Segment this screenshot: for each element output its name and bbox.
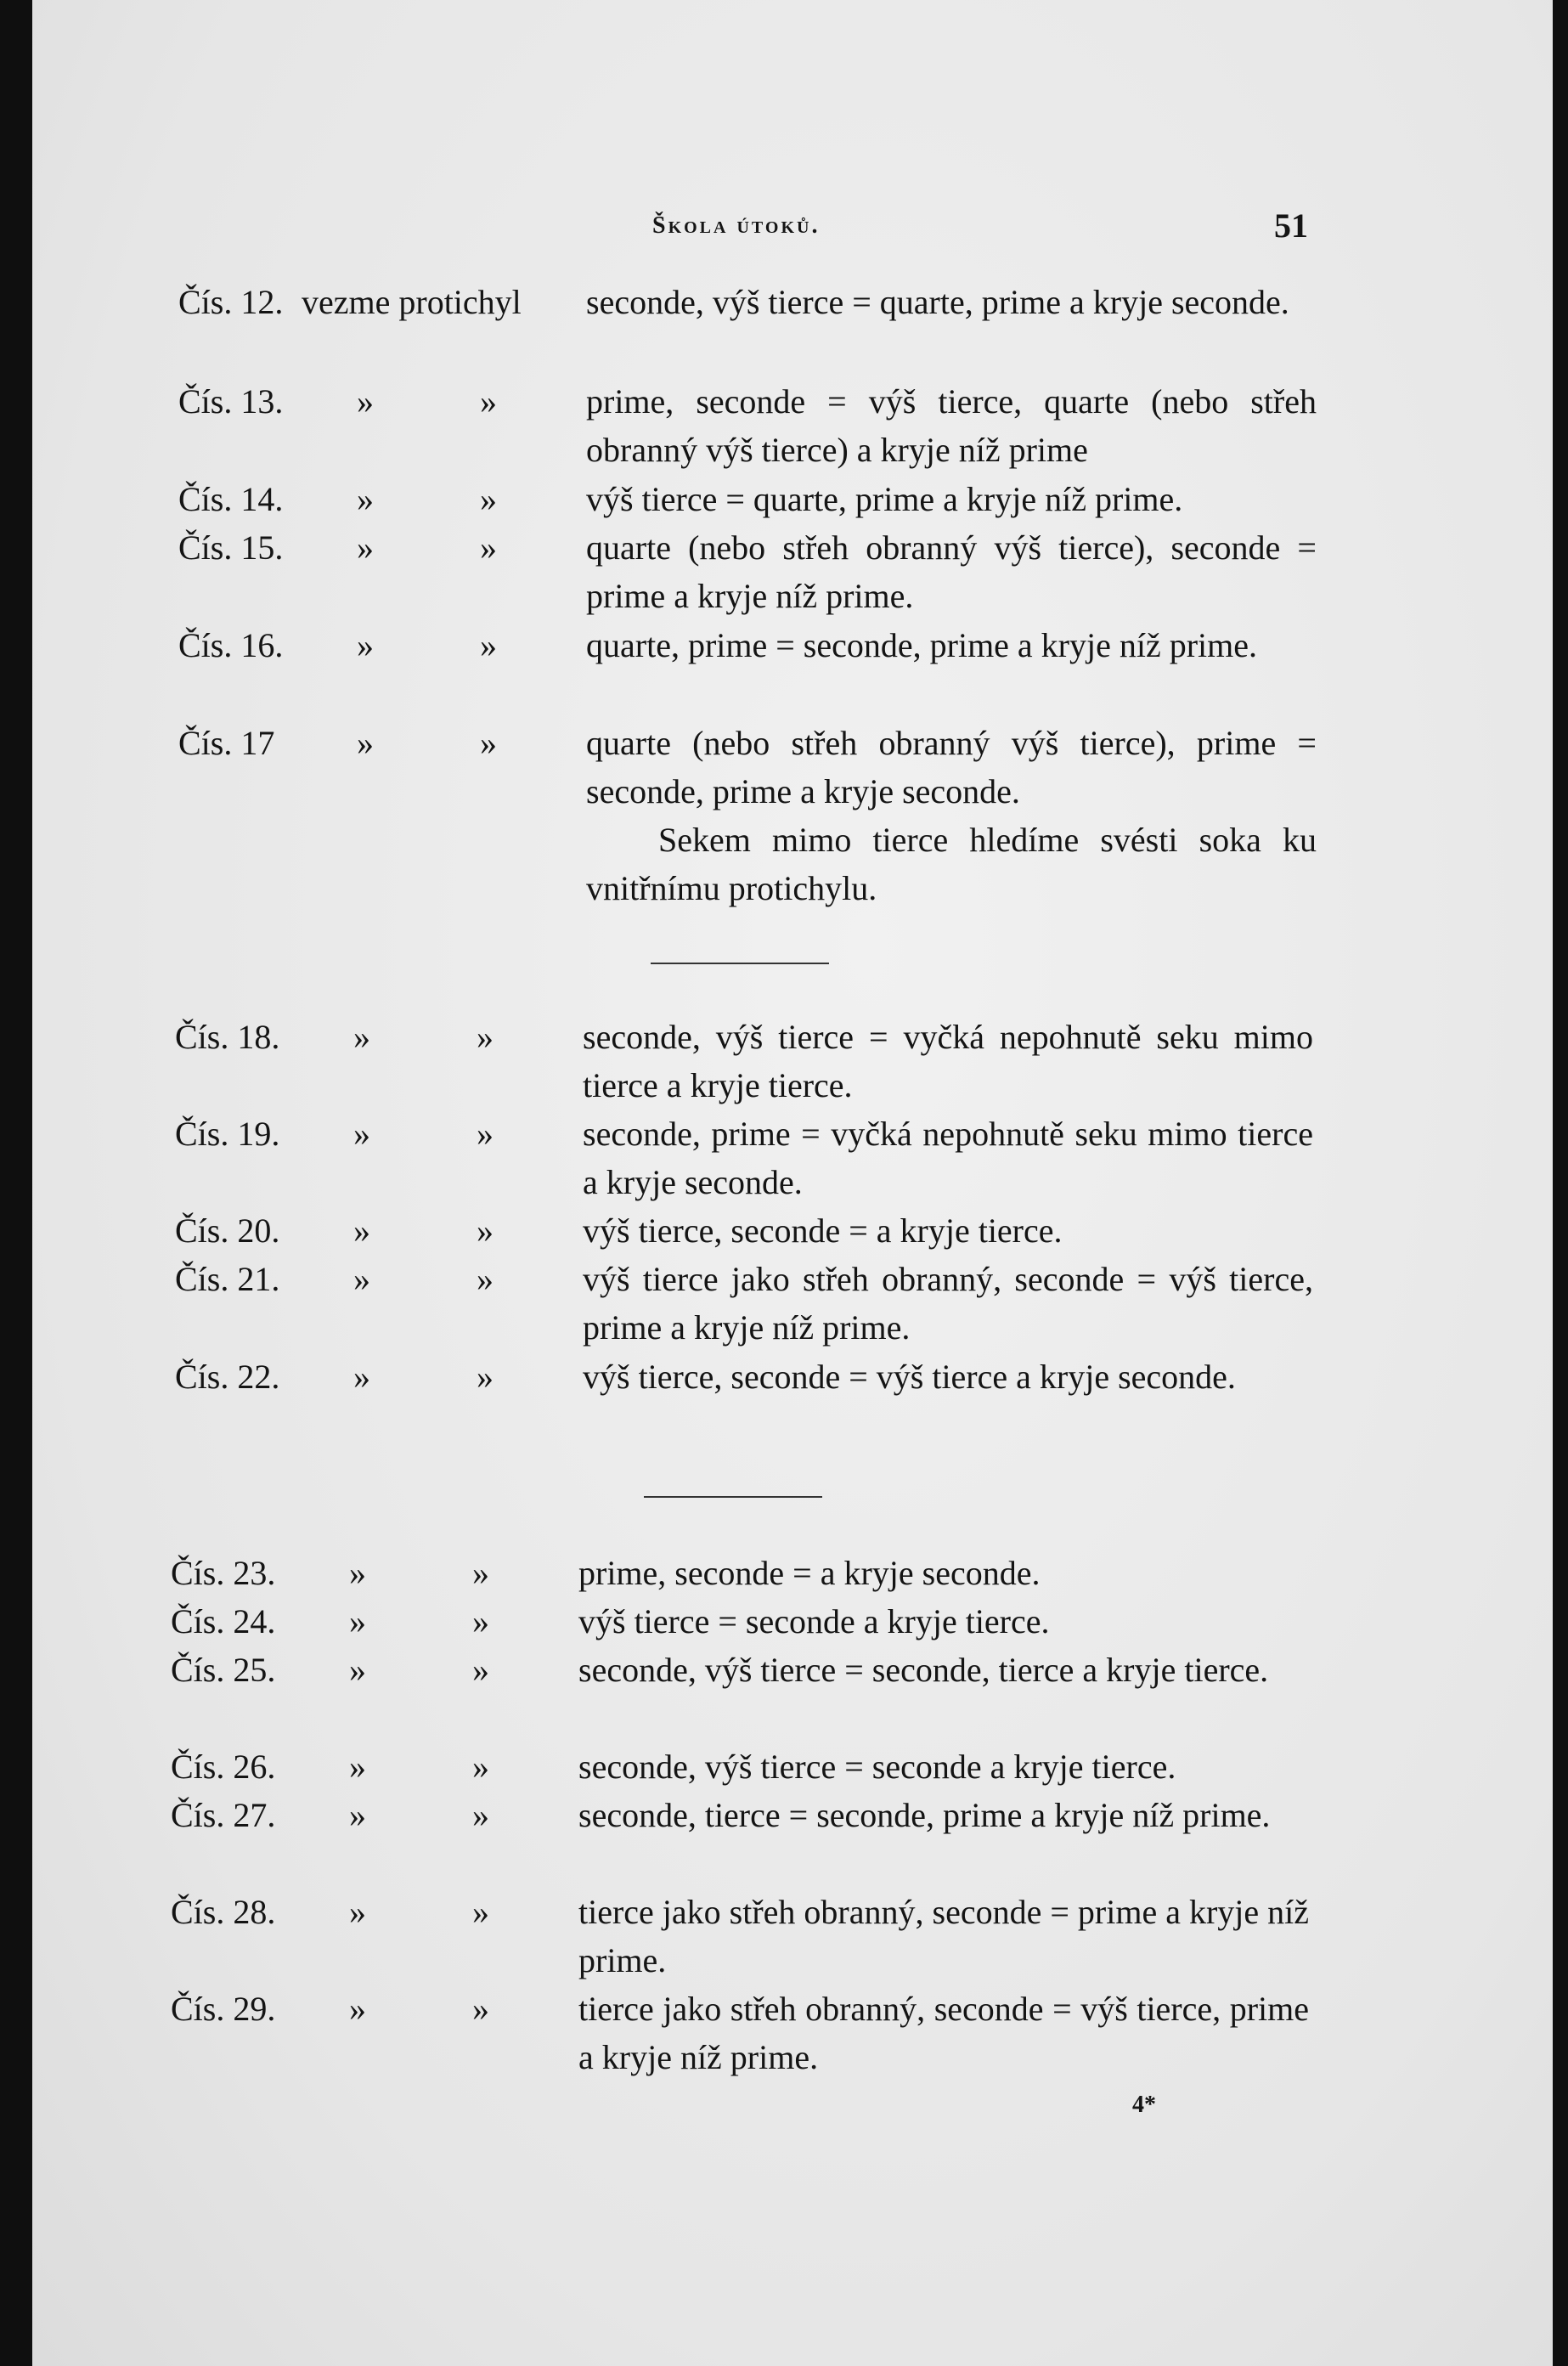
entry-20 [175, 1206, 1364, 1255]
ditto-mark: » [353, 1358, 370, 1396]
entry-text: seconde, výš tierce = seconde, tierce a kryje tierce. [578, 1651, 1269, 1689]
entry-19 [175, 1110, 1364, 1206]
entry-text: seconde, výš tierce = quarte, prime a kryje seconde. [586, 283, 1289, 321]
scan-edge-left [0, 0, 32, 2366]
entry-16 [178, 621, 1368, 718]
ditto-mark: » [353, 1211, 370, 1250]
entry-text: quarte, prime = seconde, prime a kryje níž prime. [586, 626, 1258, 664]
ditto-mark: » [357, 724, 374, 762]
entry-21 [175, 1255, 1364, 1352]
ditto-mark: » [353, 1115, 370, 1153]
entry-13 [178, 377, 1368, 474]
entry-15 [178, 523, 1368, 620]
entry-number: Čís. 20. [175, 1211, 280, 1250]
signature-mark: 4* [1132, 2092, 1156, 2118]
entry-number: Čís. 24. [171, 1602, 276, 1640]
entry-number: Čís. 15. [178, 528, 284, 567]
entry-number: Čís. 29. [171, 1990, 276, 2028]
entry-number: Čís. 12. [178, 283, 284, 321]
entry-number: Čís. 17 [178, 724, 275, 762]
ditto-mark: » [477, 1358, 494, 1396]
ditto-mark: » [480, 528, 497, 567]
entry-text: výš tierce = quarte, prime a kryje níž prime. [586, 480, 1183, 518]
entry-22 [175, 1352, 1364, 1449]
ditto-mark: » [349, 1990, 366, 2028]
entry-number: Čís. 23. [171, 1554, 276, 1592]
ditto-mark: » [357, 528, 374, 567]
entry-number: Čís. 27. [171, 1796, 276, 1834]
entry-number: Čís. 14. [178, 480, 284, 518]
ditto-mark: » [477, 1260, 494, 1298]
ditto-mark: » [472, 1651, 489, 1689]
scan-edge-right [1553, 0, 1568, 2366]
ditto-mark: » [472, 1893, 489, 1931]
entry-text: seconde, výš tierce = vyčká nepohnutě seku mimo tierce a kryje tierce. [583, 1018, 1313, 1104]
entry-14 [178, 475, 1368, 523]
entry-text: výš tierce = seconde a kryje tierce. [578, 1602, 1050, 1640]
ditto-mark: » [357, 480, 374, 518]
ditto-mark: » [480, 382, 497, 421]
entry-number: Čís. 25. [171, 1651, 276, 1689]
entry-text: prime, seconde = a kryje seconde. [578, 1554, 1041, 1592]
entry-text: quarte (nebo střeh obranný výš tierce), seconde = prime a kryje níž prime. [586, 528, 1317, 615]
ditto-mark: » [480, 626, 497, 664]
ditto-mark: » [472, 1990, 489, 2028]
book-page [32, 0, 1553, 2366]
entry-lead: vezme protichyl [302, 283, 522, 321]
entry-28 [171, 1888, 1360, 1985]
ditto-mark: » [349, 1748, 366, 1786]
entry-number: Čís. 22. [175, 1358, 280, 1396]
entry-number: Čís. 28. [171, 1893, 276, 1931]
ditto-mark: » [480, 480, 497, 518]
entry-text: výš tierce, seconde = a kryje tierce. [583, 1211, 1063, 1250]
ditto-mark: » [357, 626, 374, 664]
entry-29 [171, 1985, 1360, 2081]
ditto-mark: » [480, 724, 497, 762]
section-divider [644, 1496, 822, 1498]
entry-text: quarte (nebo střeh obranný výš tierce), prime = seconde, prime a kryje seconde. [586, 724, 1317, 810]
running-title: Škola útoků. [652, 212, 821, 239]
ditto-mark: » [349, 1602, 366, 1640]
entry-17 [178, 719, 1368, 816]
entry-text: tierce jako střeh obranný, seconde = výš tierce, prime a kryje níž prime. [578, 1990, 1309, 2076]
entry-text: tierce jako střeh obranný, seconde = prime a kryje níž prime. [578, 1893, 1309, 1979]
ditto-mark: » [477, 1211, 494, 1250]
ditto-mark: » [349, 1893, 366, 1931]
entry-text: seconde, výš tierce = seconde a kryje tierce. [578, 1748, 1176, 1786]
entry-26 [171, 1742, 1360, 1791]
ditto-mark: » [472, 1796, 489, 1834]
entry-text: výš tierce, seconde = výš tierce a kryje seconde. [583, 1358, 1236, 1396]
ditto-mark: » [477, 1115, 494, 1153]
entry-text: seconde, prime = vyčká nepohnutě seku mimo tierce a kryje seconde. [583, 1115, 1313, 1201]
entry-24 [171, 1597, 1360, 1646]
ditto-mark: » [349, 1796, 366, 1834]
entry-number: Čís. 13. [178, 382, 284, 421]
section-divider [651, 963, 829, 964]
ditto-mark: » [357, 382, 374, 421]
entry-number: Čís. 26. [171, 1748, 276, 1786]
ditto-mark: » [477, 1018, 494, 1056]
page-header [32, 206, 1553, 257]
ditto-mark: » [472, 1748, 489, 1786]
entry-text: výš tierce jako střeh obranný, seconde = výš tierce, prime a kryje níž prime. [583, 1260, 1313, 1347]
entry-number: Čís. 16. [178, 626, 284, 664]
entry-number: Čís. 18. [175, 1018, 280, 1056]
entry-27 [171, 1791, 1360, 1888]
entry-text: prime, seconde = výš tierce, quarte (nebo střeh obranný výš tierce) a kryje níž prime [586, 382, 1317, 469]
page-number: 51 [1274, 206, 1308, 245]
entry-12 [178, 278, 1368, 375]
entry-23 [171, 1549, 1360, 1597]
ditto-mark: » [472, 1602, 489, 1640]
entry-text: seconde, tierce = seconde, prime a kryje níž prime. [578, 1796, 1271, 1834]
ditto-mark: » [349, 1651, 366, 1689]
entry-number: Čís. 21. [175, 1260, 280, 1298]
ditto-mark: » [349, 1554, 366, 1592]
entry-18 [175, 1013, 1364, 1110]
entry-25 [171, 1646, 1360, 1742]
ditto-mark: » [353, 1018, 370, 1056]
entry-number: Čís. 19. [175, 1115, 280, 1153]
ditto-mark: » [353, 1260, 370, 1298]
ditto-mark: » [472, 1554, 489, 1592]
note-paragraph: Sekem mimo tierce hledíme svésti soka ku vnitřnímu protichylu. [586, 821, 1317, 907]
